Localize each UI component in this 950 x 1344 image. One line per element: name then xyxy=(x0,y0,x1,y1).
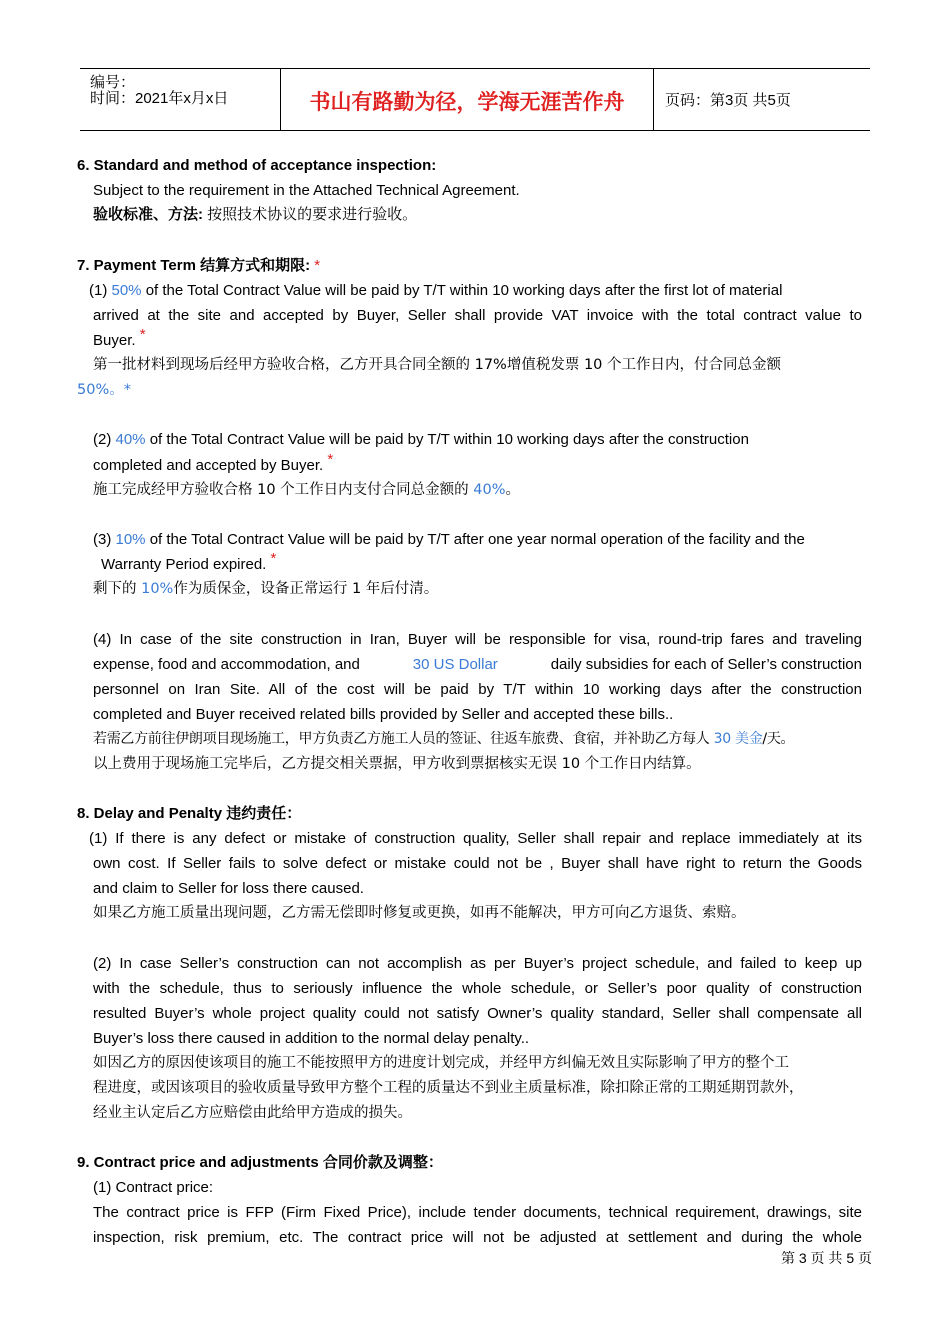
delay-2-cn2: 程进度，或因该项目的验收质量导致甲方整个工程的质量达不到业主质量标准，除扣除正常的工期延期罚款外， xyxy=(93,1080,804,1096)
payment-2-cn-post: 。 xyxy=(505,482,521,498)
payment-1-line3-text: Buyer. xyxy=(93,332,136,349)
payment-3-cn xyxy=(93,579,438,599)
payment-4-cn1-pre: 若需乙方前往伊朗项目现场施工，甲方负责乙方施工人员的签证、往返车旅费、食宿，并补助乙方每人 xyxy=(93,731,714,747)
delay-1-line2: own cost. If Seller fails to solve defect or mistake could not be , Buyer shall have right to return the Goods xyxy=(93,855,862,872)
delay-1-line3: and claim to Seller for loss there caused. xyxy=(93,880,364,897)
section-8-title: 8. Delay and Penalty 违约责任： xyxy=(77,805,302,822)
payment-1-line1 xyxy=(89,281,862,301)
payment-3-line2 xyxy=(101,550,277,575)
payment-1-line2: arrived at the site and accepted by Buyer, Seller shall provide VAT invoice with the total contract value to xyxy=(93,307,862,324)
delay-2-line2: with the schedule, thus to seriously influence the whole schedule, or Seller’s poor quality of construction xyxy=(93,980,862,997)
payment-3-line1 xyxy=(93,530,805,550)
required-star: * xyxy=(314,257,321,274)
header-motto-cell xyxy=(281,69,654,130)
payment-1-line3 xyxy=(93,326,146,351)
payment-1-prefix: (1) xyxy=(89,282,112,299)
section-9-title: 9. Contract price and adjustments 合同价款及调整： xyxy=(77,1154,443,1171)
contract-price-subtitle: (1) Contract price: xyxy=(93,1179,214,1196)
payment-4-line4: completed and Buyer received related bills provided by Seller and accepted these bills.. xyxy=(93,706,674,723)
delay-1-cn: 如果乙方施工质量出现问题，乙方需无偿即时修复或更换，如再不能解决，甲方可向乙方退货、索赔。 xyxy=(93,905,746,921)
payment-4-cn2: 以上费用于现场施工完毕后，乙方提交相关票据，甲方收到票据核实无误 10 个工作日内结算。 xyxy=(93,756,701,772)
payment-4-cn1 xyxy=(93,729,794,749)
section-6-cn-rest: 按照技术协议的要求进行验收。 xyxy=(203,206,418,223)
payment-1-percent: 50% xyxy=(111,282,142,299)
section-6-cn-bold: 验收标准、方法: xyxy=(93,206,203,223)
payment-2-line1 xyxy=(93,430,862,450)
delay-2-cn1: 如因乙方的原因使该项目的施工不能按照甲方的进度计划完成，并经甲方纠偏无效且实际影响了甲方的整个工 xyxy=(93,1055,789,1071)
motto: 书山有路勤为径，学海无涯苦作舟 xyxy=(309,90,625,114)
payment-4-line2-post: daily subsidies for each of Seller’s construction xyxy=(550,656,862,673)
payment-2-cn-pre: 施工完成经甲方验收合格 10 个工作日内支付合同总金额的 xyxy=(93,482,474,498)
number-label: 编号： xyxy=(90,74,136,91)
payment-4-line1: (4) In case of the site construction in Iran, Buyer will be responsible for visa, round-trip fares and traveling xyxy=(93,631,862,648)
payment-1-cn1: 第一批材料到现场后经甲方验收合格，乙方开具合同全额的 17%增值税发票 10 个工作日内，付合同总金额 xyxy=(93,357,782,373)
payment-4-line3: personnel on Iran Site. All of the cost will be paid by T/T within 10 working days after the construction xyxy=(93,681,862,698)
section-6-title: 6. Standard and method of acceptance inspection: xyxy=(77,157,437,174)
page-footer: 第 3 页 共 5 页 xyxy=(780,1250,872,1266)
page-indicator: 页码：第3页 共5页 xyxy=(665,92,791,109)
payment-4-subsidy: 30 US Dollar xyxy=(412,656,498,673)
page-header xyxy=(80,68,870,131)
payment-3-cn-percent: 10% xyxy=(141,581,174,597)
contract-price-line2: inspection, risk premium, etc. The contract price will not be adjusted at settlement and during the whole xyxy=(93,1229,862,1246)
delay-2-line3: resulted Buyer’s whole project quality could not satisfy Owner’s quality standard, Seller shall compensate all xyxy=(93,1005,862,1022)
header-page-cell xyxy=(655,69,870,130)
delay-1-line1: (1) If there is any defect or mistake of construction quality, Seller shall repair and replace immediately at its xyxy=(89,830,862,847)
required-star: * xyxy=(270,550,277,567)
payment-3-cn-post: 作为质保金，设备正常运行 1 年后付清。 xyxy=(173,581,439,597)
payment-2-percent: 40% xyxy=(115,431,146,448)
payment-3-line2-text: Warranty Period expired. xyxy=(101,556,267,573)
payment-3-text: of the Total Contract Value will be paid by T/T after one year normal operation of the facility and the xyxy=(145,531,805,548)
payment-2-cn xyxy=(93,480,520,500)
payment-2-prefix: (2) xyxy=(93,431,116,448)
payment-1-cn2: 50%。* xyxy=(77,382,131,398)
payment-4-line2 xyxy=(93,655,862,675)
section-6-cn xyxy=(93,205,417,225)
payment-3-prefix: (3) xyxy=(93,531,116,548)
delay-2-cn3: 经业主认定后乙方应赔偿由此给甲方造成的损失。 xyxy=(93,1105,412,1121)
payment-2-line2 xyxy=(93,451,334,476)
required-star: * xyxy=(139,326,146,343)
payment-4-cn1-subsidy: 30 美金 xyxy=(713,731,763,747)
payment-1-text: of the Total Contract Value will be paid by T/T within 10 working days after the first lot of material xyxy=(141,282,783,299)
section-7-title-line xyxy=(77,256,320,276)
contract-price-line1: The contract price is FFP (Firm Fixed Price), include tender documents, technical requirement, drawings, site xyxy=(93,1204,862,1221)
payment-3-cn-pre: 剩下的 xyxy=(93,581,142,597)
header-meta-cell xyxy=(80,69,281,130)
payment-4-cn1-post: /天。 xyxy=(762,731,795,747)
time-label: 时间：2021年x月x日 xyxy=(90,90,229,107)
payment-2-text: of the Total Contract Value will be paid by T/T within 10 working days after the construction xyxy=(145,431,749,448)
payment-2-line2-text: completed and accepted by Buyer. xyxy=(93,457,324,474)
payment-3-percent: 10% xyxy=(115,531,146,548)
required-star: * xyxy=(327,451,334,468)
delay-2-line4: Buyer’s loss there caused in addition to the normal delay penalty.. xyxy=(93,1030,530,1047)
payment-4-line2-pre: expense, food and accommodation, and xyxy=(93,656,360,673)
payment-2-cn-percent: 40% xyxy=(473,482,506,498)
section-7-title: 7. Payment Term 结算方式和期限: xyxy=(77,257,311,274)
section-6-en: Subject to the requirement in the Attached Technical Agreement. xyxy=(93,182,520,199)
delay-2-line1: (2) In case Seller’s construction can not accomplish as per Buyer’s project schedule, and failed to keep up xyxy=(93,955,862,972)
